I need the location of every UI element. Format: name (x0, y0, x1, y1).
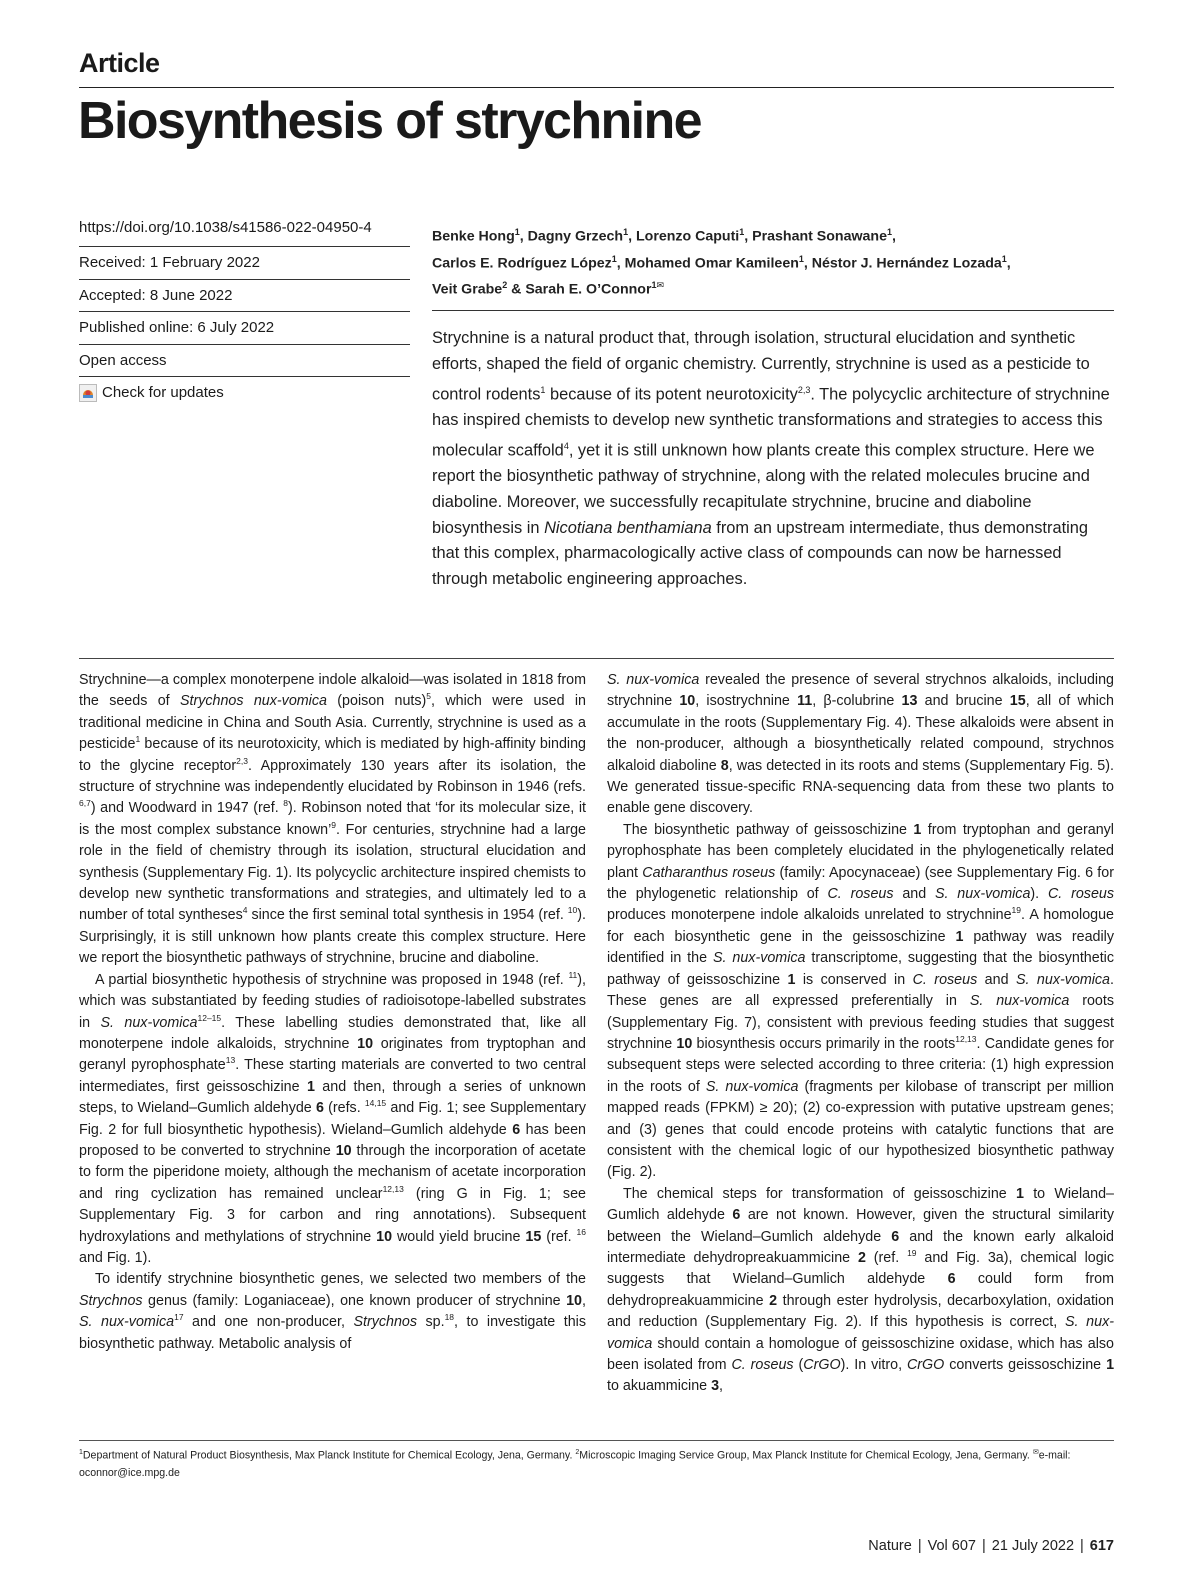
issue-date: 21 July 2022 (991, 1538, 1075, 1554)
doi-link[interactable]: https://doi.org/10.1038/s41586-022-04950-4 (79, 219, 410, 247)
body-paragraph: S. nux-vomica revealed the presence of several strychnos alkaloids, including strychnine 10, isostrychnine 11, β-colubrine 13 and brucine 15, all of which accumulate in the roots (Supplementary Fig. 4). These alkaloids were absent in the non-producer, although a biosynthetically related compound, strychnos alkaloid diaboline 8, was detected in its roots and stems (Supplementary Fig. 5). We generated tissue-specific RNA-sequencing data from these two plants to enable gene discovery. (607, 672, 1115, 817)
footnote-rule (79, 1440, 1114, 1441)
body-column-right (607, 670, 1114, 1398)
body-column-left (79, 670, 586, 1355)
check-updates-icon (79, 384, 97, 402)
article-title: Biosynthesis of strychnine (78, 92, 701, 150)
check-updates-button[interactable] (79, 377, 410, 409)
affiliations-footnote: $^1$Department of Natural Product Biosynthesis, Max Planck Institute for Chemical Ecology, Jena, Germany. $^2$Microscopic Imaging Service Group, Max Planck Institute for Chemical Ecology, Jena, Germany. ✉e-mail: oconnor@ice.mpg.de (79, 1449, 1071, 1479)
body-paragraph: Strychnine—a complex monoterpene indole alkaloid—was isolated in 1818 from the seeds of Strychnos nux-vomica (poison nuts)$^5$, which were used in traditional medicine in China and South Asia. Currently, strychnine is used as a pesticide$^1$ because of its neurotoxicity, which is mediated by high-affinity binding to the glycine receptor$^{2,3}$. Approximately 130 years after its isolation, the structure of strychnine was independently elucidated by Robinson in 1946 (refs. $^{6,7}$) and Woodward in 1947 (ref. $^8$). Robinson noted that ‘for its molecular size, it is the most complex substance known’$^9$. For centuries, strychnine had a large role in the field of chemistry through its isolation, structural elucidation and synthesis (Supplementary Fig. 1). Its polycyclic architecture inspired chemists to develop new synthetic transformations and strategies, and ultimately led to a number of total syntheses$^4$ since the first seminal total synthesis in 1954 (ref. $^{10}$). Surprisingly, it is still unknown how plants create this complex structure. Here we report the biosynthetic pathways of strychnine, brucine and diaboline. (79, 672, 586, 967)
check-updates-label: Check for updates (102, 384, 224, 402)
body-paragraph: To identify strychnine biosynthetic genes, we selected two members of the Strychnos genus (family: Loganiaceae), one known producer of strychnine 10, S. nux-vomica$^{17}$ and one non-producer, Strychnos sp.$^{18}$, to investigate this biosynthetic pathway. Metabolic analysis of (79, 1271, 586, 1352)
body-paragraph: The biosynthetic pathway of geissoschizine 1 from tryptophan and geranyl pyrophosphate has been completely elucidated in the phylogenetically related plant Catharanthus roseus (family: Apocynaceae) (see Supplementary Fig. 6 for the phylogenetic relationship of C. roseus and S. nux-vomica). C. roseus produces monoterpene indole alkaloids unrelated to strychnine$^{19}$. A homologue for each biosynthetic gene in the geissoschizine 1 pathway was readily identified in the S. nux-vomica transcriptome, suggesting that the biosynthetic pathway of geissoschizine 1 is conserved in C. roseus and S. nux-vomica. These genes are all expressed preferentially in S. nux-vomica roots (Supplementary Fig. 7), consistent with previous feeding studies that suggest strychnine 10 biosynthesis occurs primarily in the roots$^{12,13}$. Candidate genes for subsequent steps were selected according to three criteria: (1) high expression in the roots of S. nux-vomica (fragments per kilobase of transcript per million mapped reads (FPKM) ≥ 20); (2) co-expression with putative upstream genes; and (3) genes that could encode proteins with catalytic functions that are consistent with the chemical logic of our hypothesized biosynthetic pathway (Fig. 2). (607, 821, 1115, 1181)
article-metadata (79, 219, 410, 409)
header-rule (79, 87, 1114, 88)
authors-rule (432, 310, 1114, 311)
body-paragraph: The chemical steps for transformation of geissoschizine 1 to Wieland–Gumlich aldehyde 6 are not known. However, given the structural similarity between the Wieland–Gumlich aldehyde 6 and the known early alkaloid intermediate dehydropreakuammicine 2 (ref. $^{19}$ and Fig. 3a), chemical logic suggests that Wieland–Gumlich aldehyde 6 could form from dehydropreakuammicine 2 through ester hydrolysis, decarboxylation, oxidation and reduction (Supplementary Fig. 2). If this hypothesis is correct, S. nux-vomica should contain a homologue of geissoschizine oxidase, which has also been isolated from C. roseus (CrGO). In vitro, CrGO converts geissoschizine 1 to akuammicine 3, (607, 1185, 1115, 1395)
open-access-label: Open access (79, 345, 410, 378)
received-date: Received: 1 February 2022 (79, 247, 410, 280)
page-footer: Nature | Vol 607 | 21 July 2022 | 617 (868, 1538, 1114, 1554)
abstract: Strychnine is a natural product that, through isolation, structural elucidation and synthetic efforts, shaped the field of organic chemistry. Currently, strychnine is used as a pesticide to control rodents$^1$ because of its potent neurotoxicity$^{2,3}$. The polycyclic architecture of strychnine has inspired chemists to develop new synthetic transformations and strategies to access this molecular scaffold$^4$, yet it is still unknown how plants create this complex structure. Here we report the biosynthetic pathway of strychnine, along with the related molecules brucine and diaboline. Moreover, we successfully recapitulate strychnine, brucine and diaboline biosynthesis in Nicotiana benthamiana from an upstream intermediate, thus demonstrating that this complex, pharmacologically active class of compounds can now be harnessed through metabolic engineering approaches. (432, 329, 1110, 589)
accepted-date: Accepted: 8 June 2022 (79, 280, 410, 313)
volume: Vol 607 (927, 1538, 976, 1554)
page-number: 617 (1089, 1538, 1114, 1554)
article-type-label: Article (79, 48, 160, 78)
body-paragraph: A partial biosynthetic hypothesis of strychnine was proposed in 1948 (ref. $^{11}$), which was substantiated by feeding studies of radioisotope-labelled substrates in S. nux-vomica$^{12-15}$. These labelling studies demonstrated that, like all monoterpene indole alkaloids, strychnine 10 originates from tryptophan and geranyl pyrophosphate$^{13}$. These starting materials are converted to two central intermediates, first geissoschizine 1 and then, through a series of unknown steps, to Wieland–Gumlich aldehyde 6 (refs. $^{14,15}$ and Fig. 1; see Supplementary Fig. 2 for full biosynthetic hypothesis). Wieland–Gumlich aldehyde 6 has been proposed to be converted to strychnine 10 through the incorporation of acetate to form the piperidone moiety, although the mechanism of acetate incorporation and ring cyclization has remained unclear$^{12,13}$ (ring G in Fig. 1; see Supplementary Fig. 3 for carbon and ring annotations). Subsequent hydroxylations and methylations of strychnine 10 would yield brucine 15 (ref. $^{16}$ and Fig. 1). (79, 969, 587, 1266)
journal-name: Nature (868, 1538, 912, 1554)
author-list: Benke Hong$^1$, Dagny Grzech$^1$, Lorenzo Caputi$^1$, Prashant Sonawane$^1$, Carlos E. Rodríguez López$^1$, Mohamed Omar Kamileen$^1$, Néstor J. Hernández Lozada$^1$, Veit Grabe$^2$ & Sarah E. O’Connor$^{1✉}$ (432, 227, 1011, 299)
published-date: Published online: 6 July 2022 (79, 312, 410, 345)
body-rule (79, 658, 1114, 659)
